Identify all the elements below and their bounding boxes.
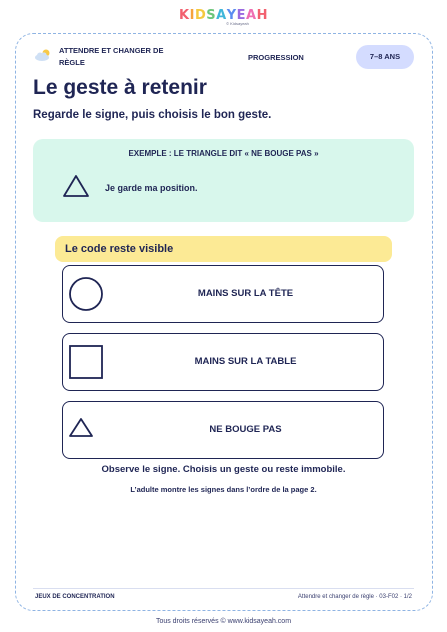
gesture-option-head[interactable] — [62, 265, 384, 323]
example-heading: EXEMPLE : LE TRIANGLE DIT « NE BOUGE PAS » — [128, 149, 319, 158]
gesture-option-table[interactable] — [62, 333, 384, 391]
option-label: NE BOUGE PAS — [209, 424, 282, 435]
option-label: MAINS SUR LA TÊTE — [197, 288, 294, 299]
logo-letter: I — [189, 8, 195, 23]
cloud-sun-icon — [33, 48, 53, 62]
logo-letter: K — [179, 8, 190, 23]
logo-letter: H — [256, 8, 268, 23]
logo-letter: Y — [226, 8, 237, 23]
triangle-icon — [68, 412, 104, 448]
age-badge: 7–8 ANS — [356, 45, 414, 69]
adult-note: L’adulte montre les signes dans l’ordre de la page 2. — [130, 485, 317, 494]
logo-letter: A — [246, 8, 257, 23]
logo-letter: A — [216, 8, 227, 23]
logo-letter: S — [206, 8, 217, 23]
instruction-text: Observe le signe. Choisis un geste ou reste immobile. — [101, 464, 346, 475]
page-title: Le geste à retenir — [33, 76, 207, 99]
logo-subtitle: © Kidsayeah — [226, 21, 249, 26]
brand-logo — [0, 9, 447, 26]
circle-icon — [68, 276, 104, 312]
footer-reference: Attendre et changer de règle · 03-F02 · 1/2 — [297, 594, 412, 600]
gesture-option-freeze[interactable] — [62, 401, 384, 459]
footer-category: JEUX DE CONCENTRATION — [35, 594, 115, 600]
logo-letter: E — [236, 8, 246, 23]
option-label: MAINS SUR LA TABLE — [194, 356, 297, 367]
topic-label: ATTENDRE ET CHANGER DE RÈGLE — [59, 46, 164, 67]
logo-letter: D — [194, 8, 207, 23]
code-heading: Le code reste visible — [55, 236, 392, 262]
footer-divider — [33, 588, 414, 589]
example-box — [33, 139, 414, 222]
page-subtitle: Regarde le signe, puis choisis le bon geste. — [33, 109, 272, 121]
triangle-icon — [62, 174, 90, 198]
copyright-text: Tous droits réservés © www.kidsayeah.com — [155, 618, 292, 625]
section-label: PROGRESSION — [248, 53, 304, 62]
example-text: Je garde ma position. — [105, 183, 198, 193]
square-icon — [68, 344, 104, 380]
